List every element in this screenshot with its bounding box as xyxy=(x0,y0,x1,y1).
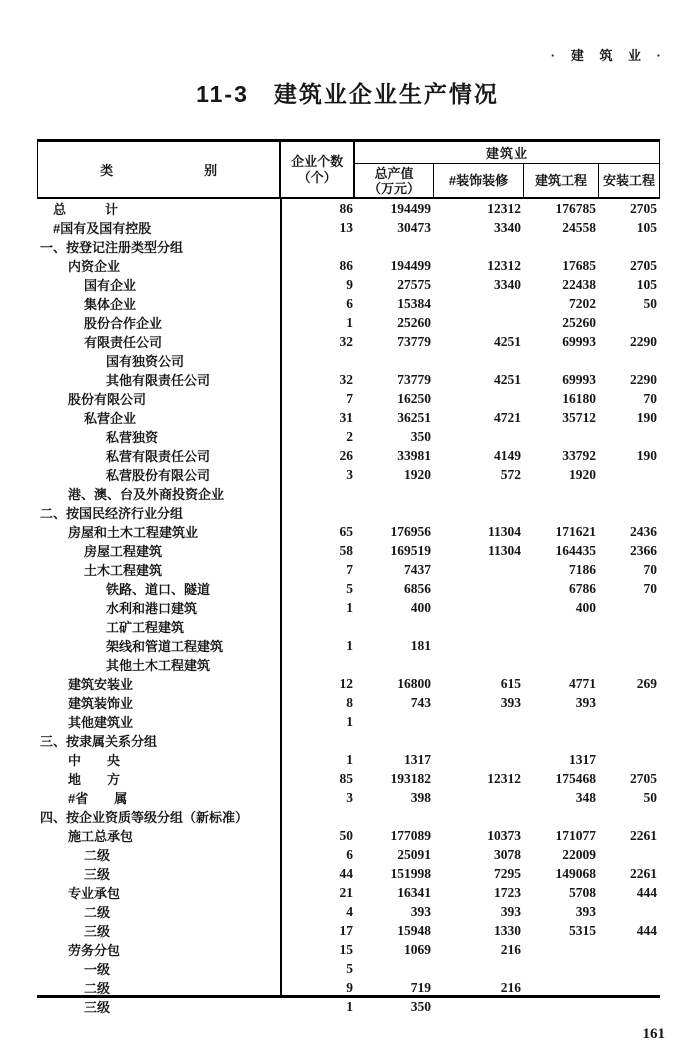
row-decoration-value: 393 xyxy=(500,694,521,710)
row-enterprise-count: 2 xyxy=(346,428,353,444)
row-enterprise-count: 32 xyxy=(339,333,353,349)
row-decoration-value: 11304 xyxy=(487,523,521,539)
row-installation-value: 269 xyxy=(636,675,657,691)
row-construction-value: 16180 xyxy=(562,390,596,406)
row-installation-value: 444 xyxy=(636,922,657,938)
row-category-label: 建筑装饰业 xyxy=(68,696,134,711)
row-construction-value: 69993 xyxy=(562,333,596,349)
table-row xyxy=(37,218,660,237)
header-category: 类 别 xyxy=(37,142,279,197)
row-total-output: 6856 xyxy=(404,580,431,596)
table-row xyxy=(37,484,660,503)
row-enterprise-count: 12 xyxy=(339,675,353,691)
row-category-label: 专业承包 xyxy=(68,886,121,901)
row-category-label: 有限责任公司 xyxy=(84,335,163,350)
table-row xyxy=(37,351,660,370)
row-category-label: 内资企业 xyxy=(68,259,121,274)
table-row xyxy=(37,617,660,636)
row-enterprise-count: 44 xyxy=(339,865,353,881)
row-enterprise-count: 65 xyxy=(339,523,353,539)
row-category-label: 劳务分包 xyxy=(68,943,121,958)
row-category-label: 架线和管道工程建筑 xyxy=(106,639,224,654)
row-construction-value: 35712 xyxy=(562,409,596,425)
row-total-output: 398 xyxy=(410,789,431,805)
table-row xyxy=(37,864,660,883)
row-installation-value: 190 xyxy=(636,447,657,463)
row-installation-value: 2366 xyxy=(630,542,657,558)
row-enterprise-count: 21 xyxy=(339,884,353,900)
header-subcolumns xyxy=(355,164,659,197)
row-total-output: 15384 xyxy=(397,295,431,311)
row-installation-value: 70 xyxy=(643,390,657,406)
row-construction-value: 175468 xyxy=(555,770,596,786)
row-decoration-value: 12312 xyxy=(487,257,521,273)
row-enterprise-count: 85 xyxy=(339,770,353,786)
row-decoration-value: 615 xyxy=(500,675,521,691)
row-construction-value: 4771 xyxy=(569,675,596,691)
table-row xyxy=(37,389,660,408)
row-category-label: 房屋和土木工程建筑业 xyxy=(68,525,199,540)
row-installation-value: 2705 xyxy=(630,770,657,786)
row-construction-value: 22438 xyxy=(562,276,596,292)
row-enterprise-count: 4 xyxy=(346,903,353,919)
table-row xyxy=(37,731,660,750)
row-total-output: 1317 xyxy=(404,751,431,767)
row-category-label: 集体企业 xyxy=(84,297,137,312)
row-enterprise-count: 31 xyxy=(339,409,353,425)
table-row xyxy=(37,845,660,864)
row-total-output: 16341 xyxy=(397,884,431,900)
row-construction-value: 164435 xyxy=(555,542,596,558)
row-category-label: 三级 xyxy=(84,867,111,882)
row-total-output: 7437 xyxy=(404,561,431,577)
header-total-output-line2: （万元） xyxy=(367,180,420,196)
table-row xyxy=(37,560,660,579)
header-enterprise-count-line2: （个） xyxy=(297,169,337,185)
row-category-label: #省 属 xyxy=(68,791,128,806)
row-construction-value: 176785 xyxy=(555,200,596,216)
table-row xyxy=(37,826,660,845)
row-enterprise-count: 5 xyxy=(346,960,353,976)
row-category-label: 股份合作企业 xyxy=(84,316,163,331)
table-row xyxy=(37,427,660,446)
row-decoration-value: 7295 xyxy=(494,865,521,881)
row-decoration-value: 1723 xyxy=(494,884,521,900)
row-enterprise-count: 26 xyxy=(339,447,353,463)
category-column-divider xyxy=(280,199,282,995)
table-row xyxy=(37,370,660,389)
row-construction-value: 33792 xyxy=(562,447,596,463)
table-row xyxy=(37,769,660,788)
row-enterprise-count: 8 xyxy=(346,694,353,710)
table-row xyxy=(37,446,660,465)
row-decoration-value: 12312 xyxy=(487,200,521,216)
row-total-output: 743 xyxy=(410,694,431,710)
row-total-output: 36251 xyxy=(397,409,431,425)
table-row xyxy=(37,940,660,959)
row-total-output: 350 xyxy=(410,428,431,444)
header-group-title: 建筑业 xyxy=(355,142,659,164)
header-installation-works xyxy=(598,164,659,197)
row-installation-value: 2436 xyxy=(630,523,657,539)
row-decoration-value: 12312 xyxy=(487,770,521,786)
table-row xyxy=(37,636,660,655)
table-row xyxy=(37,674,660,693)
row-installation-value: 70 xyxy=(643,580,657,596)
row-total-output: 73779 xyxy=(397,333,431,349)
table-row xyxy=(37,883,660,902)
row-construction-value: 1317 xyxy=(569,751,596,767)
row-enterprise-count: 1 xyxy=(346,599,353,615)
row-category-label: 建筑安装业 xyxy=(68,677,134,692)
header-enterprise-count-line1: 企业个数 xyxy=(291,153,344,169)
table-row xyxy=(37,256,660,275)
row-construction-value: 24558 xyxy=(562,219,596,235)
row-category-label: 国有独资公司 xyxy=(106,354,185,369)
table-row xyxy=(37,503,660,522)
row-installation-value: 50 xyxy=(643,295,657,311)
row-category-label: 其他土木工程建筑 xyxy=(106,658,211,673)
row-total-output: 400 xyxy=(410,599,431,615)
table-row xyxy=(37,902,660,921)
row-enterprise-count: 15 xyxy=(339,941,353,957)
row-category-label: 一级 xyxy=(84,962,111,977)
row-enterprise-count: 32 xyxy=(339,371,353,387)
table-row xyxy=(37,693,660,712)
table-row xyxy=(37,978,660,997)
table-row xyxy=(37,579,660,598)
row-category-label: 工矿工程建筑 xyxy=(106,620,185,635)
row-category-label: 私营有限责任公司 xyxy=(106,449,211,464)
row-total-output: 151998 xyxy=(390,865,431,881)
row-construction-value: 5708 xyxy=(569,884,596,900)
row-enterprise-count: 7 xyxy=(346,390,353,406)
statistics-table xyxy=(37,139,660,1015)
row-decoration-value: 11304 xyxy=(487,542,521,558)
row-decoration-value: 3340 xyxy=(494,276,521,292)
row-enterprise-count: 9 xyxy=(346,979,353,995)
row-enterprise-count: 13 xyxy=(339,219,353,235)
row-construction-value: 171621 xyxy=(555,523,596,539)
row-total-output: 16250 xyxy=(397,390,431,406)
row-total-output: 27575 xyxy=(397,276,431,292)
row-decoration-value: 3340 xyxy=(494,219,521,235)
row-total-output: 25091 xyxy=(397,846,431,862)
row-decoration-value: 4251 xyxy=(494,333,521,349)
chapter-corner-label: · 建 筑 业 · xyxy=(550,48,667,63)
row-category-label: 中 央 xyxy=(68,753,121,768)
row-installation-value: 2290 xyxy=(630,333,657,349)
row-total-output: 194499 xyxy=(390,200,431,216)
table-row xyxy=(37,465,660,484)
table-row xyxy=(37,541,660,560)
row-enterprise-count: 1 xyxy=(346,751,353,767)
row-enterprise-count: 3 xyxy=(346,789,353,805)
row-enterprise-count: 9 xyxy=(346,276,353,292)
row-total-output: 16800 xyxy=(397,675,431,691)
row-category-label: 房屋工程建筑 xyxy=(84,544,163,559)
row-category-label: 股份有限公司 xyxy=(68,392,147,407)
row-total-output: 1920 xyxy=(404,466,431,482)
row-enterprise-count: 1 xyxy=(346,713,353,729)
table-body xyxy=(37,199,660,1015)
row-installation-value: 70 xyxy=(643,561,657,577)
row-construction-value: 393 xyxy=(575,694,596,710)
row-construction-value: 22009 xyxy=(562,846,596,862)
table-row xyxy=(37,750,660,769)
table-row xyxy=(37,313,660,332)
row-construction-value: 171077 xyxy=(555,827,596,843)
row-category-label: #国有及国有控股 xyxy=(53,221,152,236)
table-row xyxy=(37,294,660,313)
row-enterprise-count: 5 xyxy=(346,580,353,596)
page-number: 161 xyxy=(642,1026,665,1042)
row-category-label: 其他建筑业 xyxy=(68,715,134,730)
row-total-output: 176956 xyxy=(390,523,431,539)
row-decoration-value: 216 xyxy=(500,979,521,995)
row-total-output: 719 xyxy=(410,979,431,995)
row-construction-value: 25260 xyxy=(562,314,596,330)
table-row xyxy=(37,997,660,1016)
row-category-label: 地 方 xyxy=(68,772,121,787)
row-decoration-value: 216 xyxy=(500,941,521,957)
table-row xyxy=(37,408,660,427)
row-decoration-value: 10373 xyxy=(487,827,521,843)
row-decoration-value: 4251 xyxy=(494,371,521,387)
table-row xyxy=(37,275,660,294)
row-total-output: 177089 xyxy=(390,827,431,843)
row-category-label: 土木工程建筑 xyxy=(84,563,163,578)
row-enterprise-count: 86 xyxy=(339,257,353,273)
row-category-label: 港、澳、台及外商投资企业 xyxy=(68,487,225,502)
row-total-output: 30473 xyxy=(397,219,431,235)
row-enterprise-count: 6 xyxy=(346,295,353,311)
row-decoration-value: 4149 xyxy=(494,447,521,463)
row-construction-value: 7186 xyxy=(569,561,596,577)
row-total-output: 25260 xyxy=(397,314,431,330)
row-construction-value: 7202 xyxy=(569,295,596,311)
row-total-output: 73779 xyxy=(397,371,431,387)
row-enterprise-count: 58 xyxy=(339,542,353,558)
row-installation-value: 105 xyxy=(636,219,657,235)
row-enterprise-count: 1 xyxy=(346,998,353,1014)
table-row xyxy=(37,199,660,218)
header-construction-works xyxy=(523,164,598,197)
header-total-output-line1: 总产值 xyxy=(374,165,414,181)
header-enterprise-count xyxy=(279,142,355,197)
row-enterprise-count: 1 xyxy=(346,637,353,653)
row-category-label: 四、按企业资质等级分组（新标准） xyxy=(40,810,249,825)
table-row xyxy=(37,712,660,731)
row-category-label: 三、按隶属关系分组 xyxy=(40,734,158,749)
table-row xyxy=(37,522,660,541)
row-total-output: 1069 xyxy=(404,941,431,957)
row-enterprise-count: 50 xyxy=(339,827,353,843)
table-row xyxy=(37,237,660,256)
row-installation-value: 2261 xyxy=(630,827,657,843)
row-category-label: 国有企业 xyxy=(84,278,137,293)
row-category-label: 二级 xyxy=(84,905,111,920)
row-category-label: 铁路、道口、隧道 xyxy=(106,582,211,597)
row-construction-value: 149068 xyxy=(555,865,596,881)
header-decoration-label: #装饰装修 xyxy=(448,173,509,188)
row-total-output: 33981 xyxy=(397,447,431,463)
row-construction-value: 1920 xyxy=(569,466,596,482)
row-category-label: 私营股份有限公司 xyxy=(106,468,211,483)
table-header xyxy=(37,139,660,199)
header-total-output xyxy=(355,164,433,197)
row-installation-value: 2290 xyxy=(630,371,657,387)
row-category-label: 三级 xyxy=(84,924,111,939)
row-installation-value: 2705 xyxy=(630,200,657,216)
row-installation-value: 2705 xyxy=(630,257,657,273)
row-category-label: 二级 xyxy=(84,981,111,996)
page-title: 11-3 建筑业企业生产情况 xyxy=(196,81,499,107)
header-construction-works-label: 建筑工程 xyxy=(534,173,587,188)
row-category-label: 其他有限责任公司 xyxy=(106,373,211,388)
row-construction-value: 17685 xyxy=(562,257,596,273)
header-decoration xyxy=(433,164,523,197)
row-enterprise-count: 1 xyxy=(346,314,353,330)
row-installation-value: 444 xyxy=(636,884,657,900)
row-total-output: 193182 xyxy=(390,770,431,786)
row-category-label: 三级 xyxy=(84,1000,111,1015)
row-construction-value: 348 xyxy=(575,789,596,805)
table-row xyxy=(37,807,660,826)
row-category-label: 总 计 xyxy=(53,202,119,217)
row-construction-value: 69993 xyxy=(562,371,596,387)
row-total-output: 181 xyxy=(410,637,431,653)
row-enterprise-count: 17 xyxy=(339,922,353,938)
table-row xyxy=(37,332,660,351)
row-category-label: 一、按登记注册类型分组 xyxy=(40,240,184,255)
row-construction-value: 400 xyxy=(575,599,596,615)
row-total-output: 393 xyxy=(410,903,431,919)
row-total-output: 169519 xyxy=(390,542,431,558)
row-enterprise-count: 6 xyxy=(346,846,353,862)
row-decoration-value: 3078 xyxy=(494,846,521,862)
row-construction-value: 5315 xyxy=(569,922,596,938)
row-installation-value: 105 xyxy=(636,276,657,292)
row-category-label: 施工总承包 xyxy=(68,829,134,844)
row-decoration-value: 4721 xyxy=(494,409,521,425)
row-category-label: 二级 xyxy=(84,848,111,863)
row-category-label: 私营企业 xyxy=(84,411,137,426)
table-row xyxy=(37,959,660,978)
row-total-output: 194499 xyxy=(390,257,431,273)
row-installation-value: 2261 xyxy=(630,865,657,881)
row-enterprise-count: 86 xyxy=(339,200,353,216)
table-row xyxy=(37,788,660,807)
row-decoration-value: 1330 xyxy=(494,922,521,938)
row-construction-value: 393 xyxy=(575,903,596,919)
header-construction-group xyxy=(355,142,660,197)
row-installation-value: 50 xyxy=(643,789,657,805)
row-enterprise-count: 3 xyxy=(346,466,353,482)
row-category-label: 私营独资 xyxy=(106,430,159,445)
row-installation-value: 190 xyxy=(636,409,657,425)
row-construction-value: 6786 xyxy=(569,580,596,596)
header-installation-works-label: 安装工程 xyxy=(602,173,655,188)
row-decoration-value: 572 xyxy=(500,466,521,482)
table-row xyxy=(37,921,660,940)
row-total-output: 15948 xyxy=(397,922,431,938)
table-row xyxy=(37,598,660,617)
row-enterprise-count: 7 xyxy=(346,561,353,577)
row-category-label: 水利和港口建筑 xyxy=(106,601,198,616)
table-row xyxy=(37,655,660,674)
row-decoration-value: 393 xyxy=(500,903,521,919)
row-category-label: 二、按国民经济行业分组 xyxy=(40,506,184,521)
row-total-output: 350 xyxy=(410,998,431,1014)
